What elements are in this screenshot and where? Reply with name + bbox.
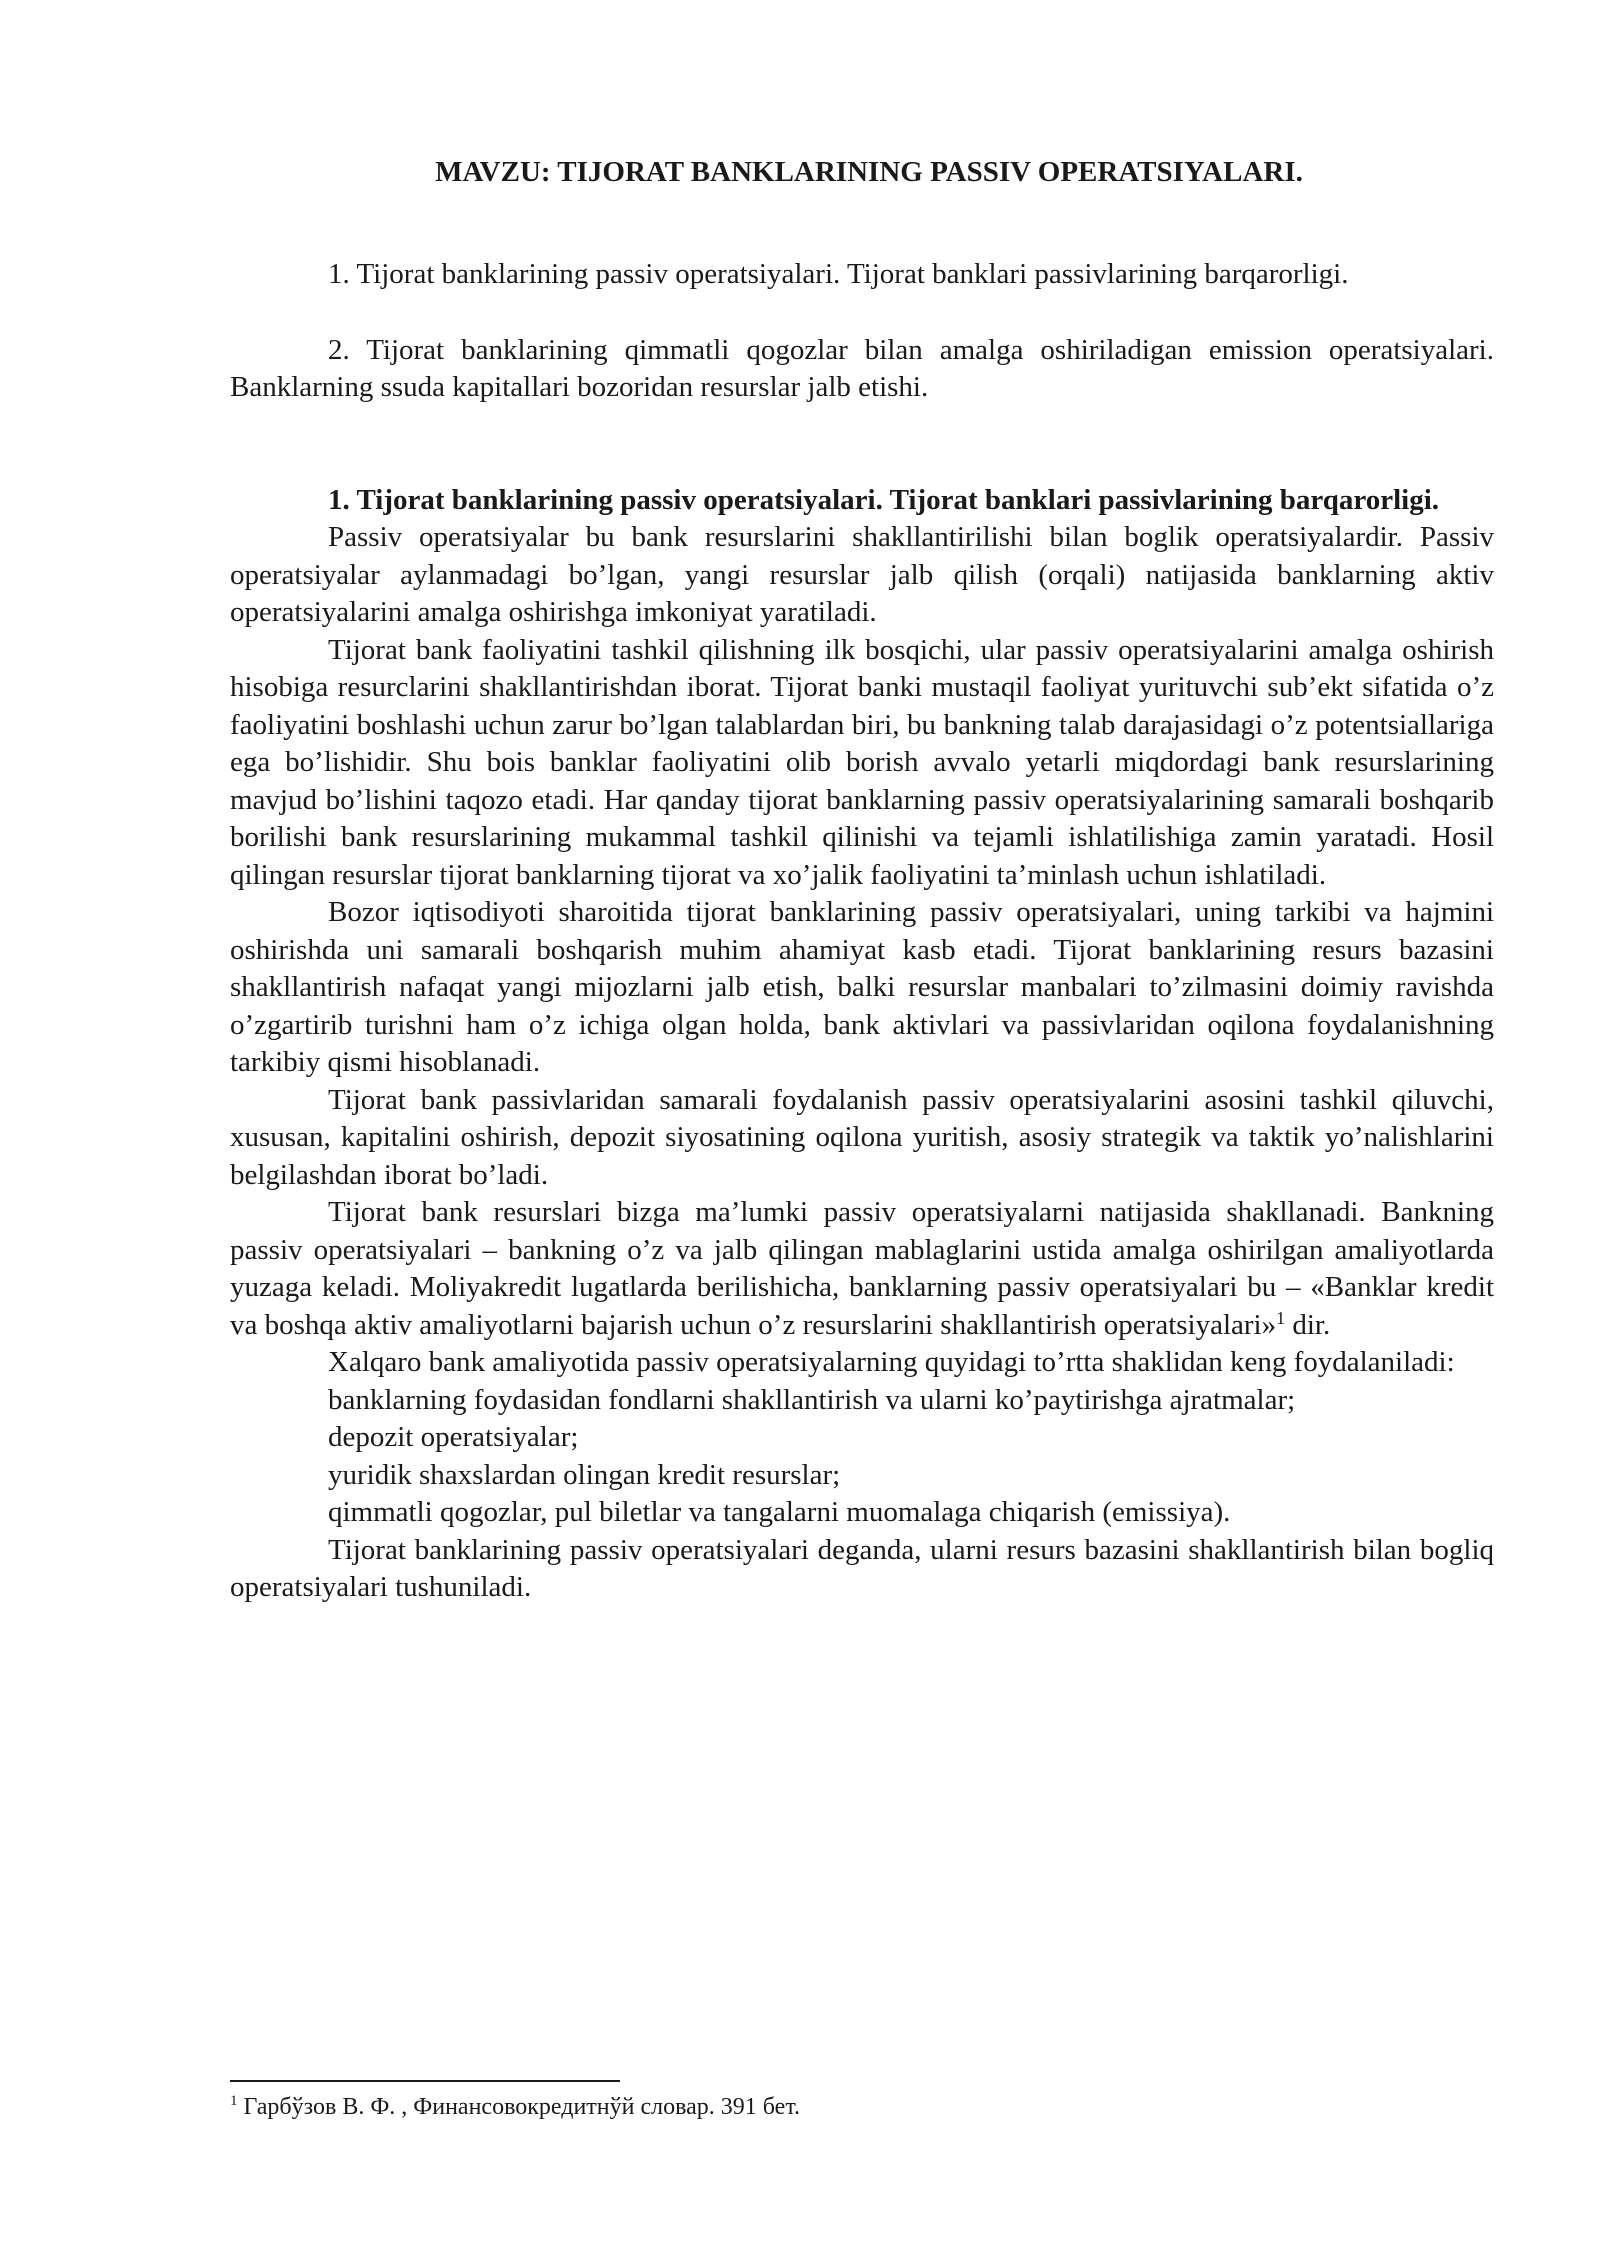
list-item: banklarning foydasidan fondlarni shakllantirish va ularni ko’paytirishga ajratmalar;: [328, 1383, 1296, 1416]
paragraph: Tijorat bank faoliyatini tashkil qilishning ilk bosqichi, ular passiv operatsiyalarini amalga oshirish hisobiga resurclarini shakllantirishdan iborat. Tijorat banki mustaqil faoliyat yurituvchi sub’ekt sifatida o’z faoliyatini boshlashi uchun zarur bo’lgan talablardan biri, bu bankning talab darajasidagi o’z potentsiallariga ega bo’lishidir. Shu bois banklar faoliyatini olib borish avvalo yetarli miqdordagi bank resurslarining mavjud bo’lishini taqozo etadi. Har qanday tijorat banklarning passiv operatsiyalarining samarali boshqarib borilishi bank resurslarining mukammal tashkil qilinishi va tejamli ishlatilishiga zamin yaratadi. Hosil qilingan resurslar tijorat banklarning tijorat va xo’jalik faoliyatini ta’minlash uchun ishlatiladi.: [230, 633, 1494, 891]
paragraph: Xalqaro bank amaliyotida passiv operatsiyalarning quyidagi to’rtta shaklidan keng foydalaniladi:: [328, 1346, 1455, 1378]
list-item: depozit operatsiyalar;: [328, 1421, 579, 1453]
footnote-reference[interactable]: 1: [1276, 1307, 1286, 1328]
document-body: [230, 256, 1494, 1607]
paragraph-with-footnote: [230, 1194, 1494, 1344]
footnote: [230, 2092, 1494, 2122]
plan-item-1: 1. Tijorat banklarining passiv operatsiyalari. Tijorat banklari passivlarining barqarorligi.: [328, 258, 1349, 290]
list-item: qimmatli qogozlar, pul biletlar va tangalarni muomalaga chiqarish (emissiya).: [328, 1496, 1231, 1528]
plan-item-2: 2. Tijorat banklarining qimmatli qogozlar bilan amalga oshiriladigan emission operatsiyalari. Banklarning ssuda kapitallari bozoridan resurslar jalb etishi.: [230, 333, 1494, 403]
paragraph-tail: dir.: [1285, 1308, 1331, 1341]
footnote-text: Гарбўзов В. Ф. , Финансовокредитнўй словар. 391 бет.: [237, 2094, 800, 2120]
paragraph: Tijorat banklarining passiv operatsiyalari deganda, ularni resurs bazasini shakllantirish bilan bogliq operatsiyalari tushuniladi.: [230, 1533, 1494, 1603]
footnote-mark: 1: [230, 2093, 238, 2109]
paragraph: Tijorat bank passivlaridan samarali foydalanish passiv operatsiyalarini asosini tashkil qiluvchi, xususan, kapitalini oshirish, depozit siyosatining oqilona yuritish, asosiy strategik va taktik yo’nalishlarini belgilashdan iborat bo’ladi.: [230, 1083, 1494, 1191]
paragraph: Passiv operatsiyalar bu bank resurslarini shakllantirilishi bilan boglik operatsiyalardir. Passiv operatsiyalar aylanmadagi bo’lgan, yangi resurslar jalb qilish (orqali) natijasida banklarning aktiv operatsiyalarini amalga oshirishga imkoniyat yaratiladi.: [230, 521, 1494, 628]
footnote-separator: [230, 2080, 620, 2082]
paragraph: Bozor iqtisodiyoti sharoitida tijorat banklarining passiv operatsiyalari, uning tarkibi va hajmini oshirishda uni samarali boshqarish muhim ahamiyat kasb etadi. Tijorat banklarining resurs bazasini shakllantirish nafaqat yangi mijozlarni jalb etish, balki resurslar manbalari to’zilmasini doimiy ravishda o’zgartirib turishni ham o’z ichiga olgan holda, bank aktivlari va passivlaridan oqilona foydalanishning tarkibiy qismi hisoblanadi.: [230, 896, 1494, 1078]
section-heading: 1. Tijorat banklarining passiv operatsiyalari. Tijorat banklari passivlarining barqarorligi.: [328, 483, 1440, 516]
paragraph-text: Tijorat bank resurslari bizga ma’lumki passiv operatsiyalarni natijasida shakllanadi. Bankning passiv operatsiyalari – bankning o’z va jalb qilingan mablaglarini ustida amalga oshirilgan amaliyotlarda yuzaga keladi. Moliyakredit lugatlarda berilishicha, banklarning passiv operatsiyalari bu – «Banklar kredit va boshqa aktiv amaliyotlarni bajarish uchun o’z resurslarini shakllantirish operatsiyalari»: [230, 1196, 1494, 1341]
list-item: yuridik shaxslardan olingan kredit resurslar;: [328, 1458, 841, 1491]
document-title: MAVZU: TIJORAT BANKLARINING PASSIV OPERATSIYALARI.: [435, 156, 1303, 188]
